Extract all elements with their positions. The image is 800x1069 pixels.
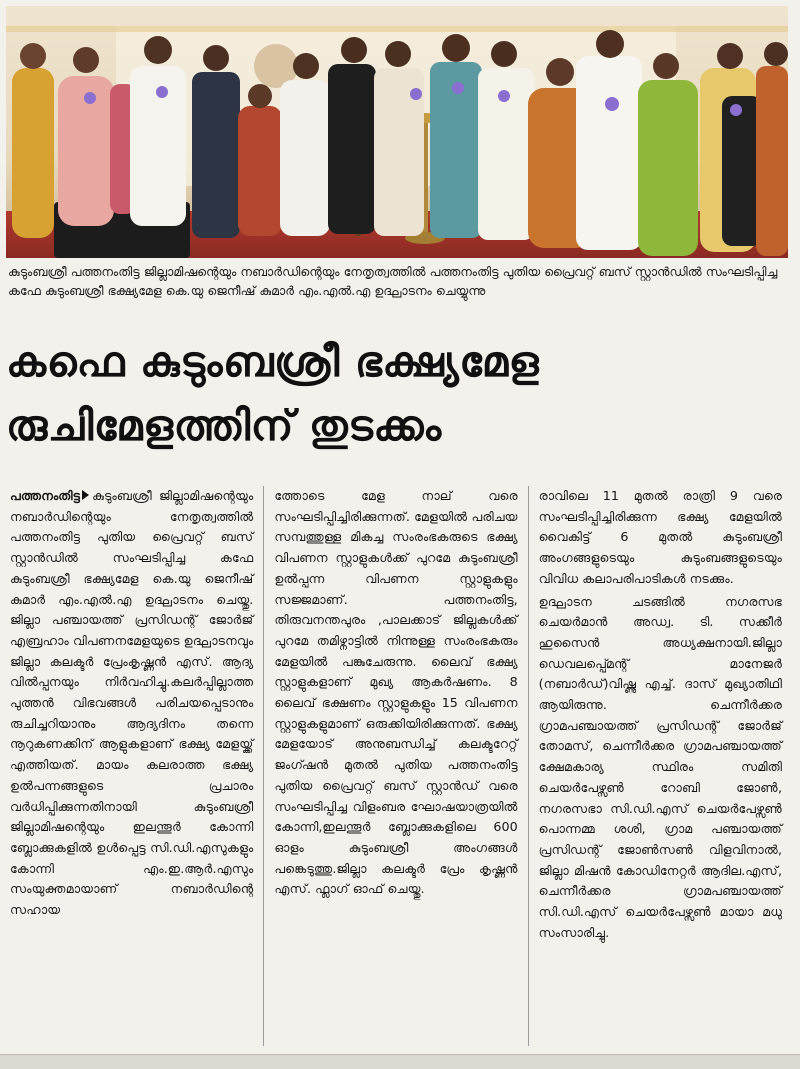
article-paragraph: ഉദ്ഘാടന ചടങ്ങിൽ നഗരസഭ ചെയർമാൻ അഡ്വ. ടി. സക്കീർ ഹുസൈൻ അധ്യക്ഷനായി.ജില്ലാ ഡെവലപ്പ്മെന്റ് മാനേജർ (നബാർഡ്)വിഷ്ണു എച്ച്. ദാസ് മുഖ്യാതിഥി ആയിരുന്നു. ചെന്നീർക്കര ഗ്രാമപഞ്ചായത്ത് പ്രസിഡന്റ് ജോർജ് തോമസ്, ചെന്നീർക്കര ഗ്രാമപഞ്ചായത്ത് ക്ഷേമകാര്യ സ്ഥിരം സമിതി ചെയർപേഴ്സൺ റോബി ജോൺ, നഗരസഭാ സി.ഡി.എസ് ചെയർപേഴ്സൺ പൊന്നമ്മ ശശി, ഗ്രാമ പഞ്ചായത്ത് പ്രസിഡന്റ് ജോൺസൺ വിളവിനാൽ, ജില്ലാ മിഷൻ കോഡിനേറ്റർ ആദില.എസ്, ചെന്നീർക്കര ഗ്രാമപഞ്ചായത്ത് സി.ഡി.എസ് ചെയർപേഴ്സൺ മായാ മധു സംസാരിച്ചു.: [538, 593, 782, 940]
article-paragraph: ത്തോടെ മേള നാല് വരെ സംഘടിപ്പിച്ചിരിക്കുന്നത്. മേളയിൽ പരിചയ സമ്പത്തുള്ള മികച്ച സംരംഭകരുടെ ഭക്ഷ്യ വിപണന സ്റ്റാളുകൾക്ക് പുറമേ കുടുംബശ്രീ ഉൽപ്പന്ന വിപണന സ്റ്റാളുകളും സജ്ജമാണ്. പത്തനംതിട്ട, തിരുവനന്തപുരം ,പാലക്കാട് ജില്ലകൾക്ക് പുറമേ തമിഴ്നാട്ടിൽ നിന്നുള്ള സംരംഭകരും മേളയിൽ പങ്കുചേരുന്നു. ലൈവ് ഭക്ഷ്യ സ്റ്റാളുകളാണ് മുഖ്യ ആകർഷണം. 8 ലൈവ് ഭക്ഷണം സ്റ്റാളുകളും 15 വിപണന സ്റ്റാളുകളുമാണ് ഒരുക്കിയിരിക്കുന്നത്. ഭക്ഷ്യ മേളയോട് അനുബന്ധിച്ച് കലക്ടറേറ്റ് ജംഗ്ഷൻ മുതൽ പുതിയ പത്തനംതിട്ട പുതിയ പ്രൈവറ്റ് ബസ് സ്റ്റാൻഡ് വരെ സംഘടിപ്പിച്ച വിളംബര ഘോഷയാത്രയിൽ കോന്നി,ഇലന്തൂർ ബ്ലോക്കുകളിലെ 600 ഓളം കുടുംബശ്രീ അംഗങ്ങൾ പങ്കെടുത്തു.ജില്ലാ കലക്ടർ പ്രേം കൃഷ്ണൻ എസ്. ഫ്ലാഗ് ഓഫ് ചെയ്തു.: [274, 488, 518, 897]
headline-line-1: കഫെ കുടുംബശ്രീ ഭക്ഷ്യമേള: [6, 337, 540, 386]
article-column-2: [263, 486, 527, 1046]
dateline-arrow-icon: [82, 490, 89, 500]
article-paragraph: [10, 486, 253, 921]
article-text: കുടുംബശ്രീ ജില്ലാമിഷന്റെയും നബാർഡിന്റെയും നേതൃത്വത്തിൽ പത്തനംതിട്ട പുതിയ പ്രൈവറ്റ് ബസ് സ്റ്റാൻഡിൽ സംഘടിപ്പിച്ച കഫേ കുടുംബശ്രീ ഭക്ഷ്യമേള കെ.യു ജെനീഷ് കുമാർ എം.എൽ.എ ഉദ്ഘാടനം ചെയ്തു. ജില്ലാ പഞ്ചായത്ത് പ്രസിഡന്റ് ജോർജ് എബ്രഹാം വിപണനമേളയുടെ ഉദ്ഘാടനവും ജില്ലാ കലക്ടർ പ്രേംകൃഷ്ണൻ എസ്. ആദ്യ വിൽപ്പനയും നിർവഹിച്ചു.കലർപ്പില്ലാത്ത പുത്തൻ വിഭവങ്ങൾ പരിചയപ്പെടാനും രുചിച്ചറിയാനും ആദ്യദിനം തന്നെ നൂറുകണക്കിന് ആളുകളാണ് ഭക്ഷ്യ മേളയ്ക്ക് എത്തിയത്. മായം കലരാത്ത ഭക്ഷ്യ ഉൽപന്നങ്ങളുടെ പ്രചാരം വർധിപ്പിക്കുന്നതിനായി കുടുംബശ്രീ ജില്ലാമിഷന്റെയും ഇലന്തൂർ കോന്നി ബ്ലോക്കുകളിൽ ഉൾപ്പെട്ട സി.ഡി.എസുകളും കോന്നി എം.ഇ.ആർ.എസും സംയുക്തമായാണ് നബാർഡിന്റെ സഹായ: [10, 488, 254, 918]
news-photo: [6, 6, 788, 258]
article-column-3: [528, 486, 792, 1046]
headline: [6, 330, 794, 458]
article-paragraph: രാവിലെ 11 മുതൽ രാത്രി 9 വരെ സംഘടിപ്പിച്ചിരിക്കുന്ന ഭക്ഷ്യ മേളയിൽ വൈകിട്ട് 6 മുതൽ കുടുംബശ്രീ അംഗങ്ങളുടെയും കുടുംബങ്ങളുടെയും വിവിധ കലാപരിപാടികൾ നടക്കും.: [538, 488, 782, 586]
headline-line-2: രുചിമേളത്തിന് തുടക്കം: [6, 401, 442, 450]
photo-caption: കുടുംബശ്രീ പത്തനംതിട്ട ജില്ലാമിഷന്റെയും നബാർഡിന്റെയും നേതൃത്വത്തിൽ പത്തനംതിട്ട പുതിയ പ്രൈവറ്റ് ബസ് സ്റ്റാൻഡിൽ സംഘടിപ്പിച്ച കഫേ കുടുംബശ്രീ ഭക്ഷ്യമേള കെ.യു ജെനീഷ് കുമാർ എം.എൽ.എ ഉദ്ഘാടനം ചെയ്യുന്നു: [8, 264, 778, 298]
article-column-1: [8, 486, 263, 1046]
next-clipping-edge: [0, 1054, 800, 1069]
photo-image: [6, 6, 788, 258]
dateline: പത്തനംതിട്ട: [10, 488, 81, 503]
article-body: [8, 486, 792, 1046]
